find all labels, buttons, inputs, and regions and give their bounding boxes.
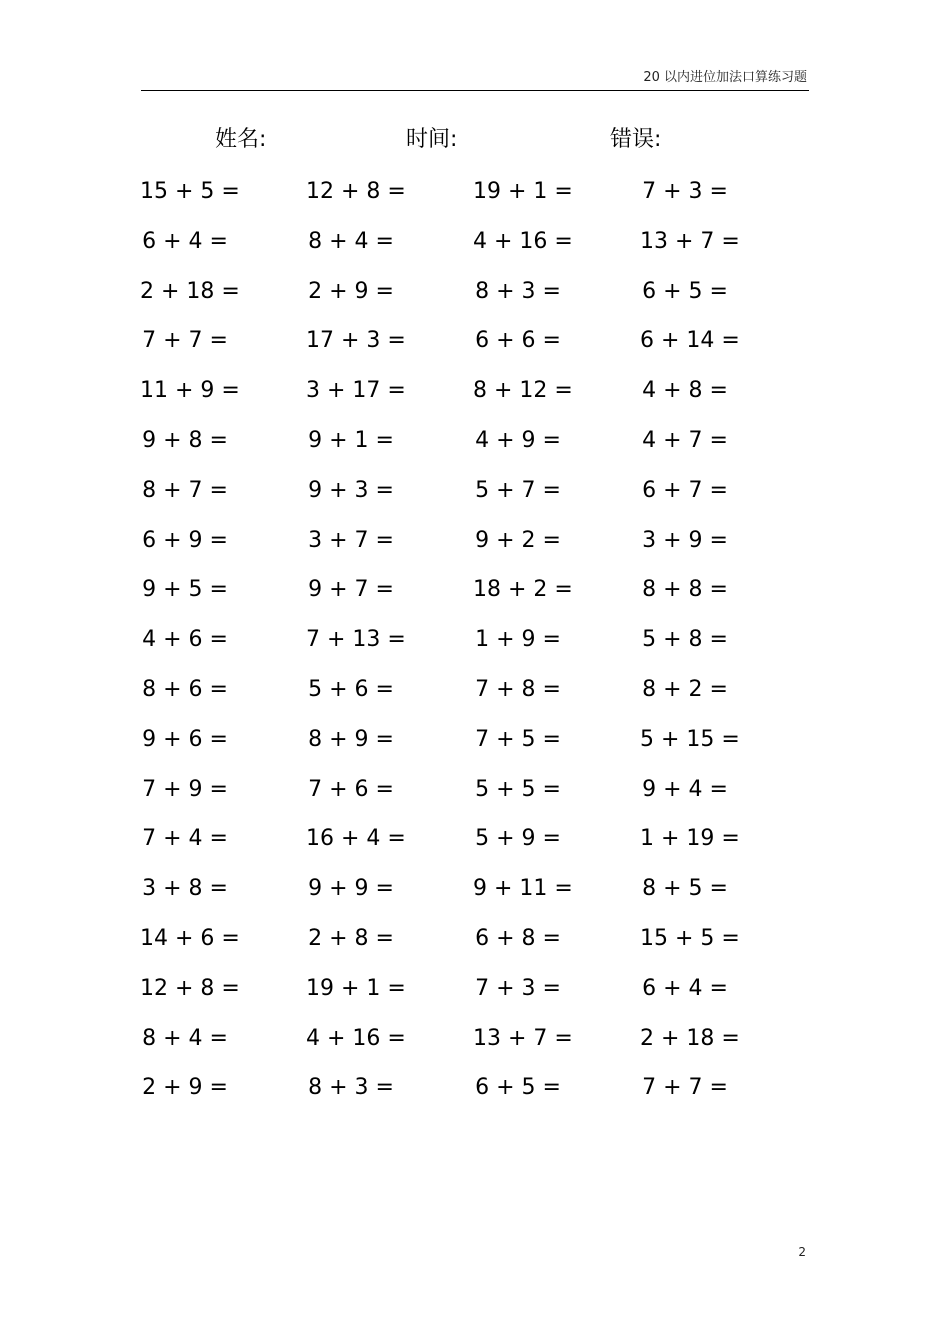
problem-item: 2 + 9 = [142,1075,228,1101]
problem-item: 7 + 4 = [142,826,228,852]
problem-item: 3 + 8 = [142,876,228,902]
problem-item: 8 + 9 = [308,726,394,752]
problem-item: 5 + 5 = [475,776,561,802]
problem-item: 15 + 5 = [140,179,240,204]
problem-item: 8 + 7 = [142,477,228,503]
problem-item: 7 + 7 = [642,1075,728,1101]
problem-item: 7 + 3 = [642,179,728,204]
problem-item: 7 + 3 = [475,975,561,1001]
header-title: 20 以内进位加法口算练习题 [643,70,807,85]
student-info-fields [0,122,950,162]
problem-item: 9 + 2 = [475,527,561,553]
problem-item: 2 + 18 = [140,278,240,304]
problem-item: 5 + 15 = [640,726,740,752]
problem-item: 18 + 2 = [473,577,573,603]
name-field-label: 姓名: [215,127,267,152]
problem-item: 8 + 5 = [642,876,728,902]
problem-item: 5 + 7 = [475,477,561,503]
problem-row [0,570,950,620]
problem-row [0,969,950,1019]
problem-item: 6 + 4 = [642,975,728,1001]
problem-grid [0,172,950,1118]
problem-item: 7 + 13 = [306,627,406,653]
problem-item: 4 + 16 = [306,1025,406,1051]
problem-item: 9 + 11 = [473,876,573,902]
problem-item: 16 + 4 = [306,826,406,852]
problem-item: 3 + 9 = [642,527,728,553]
problem-item: 9 + 6 = [142,726,228,752]
problem-item: 13 + 7 = [473,1025,573,1051]
problem-row [0,222,950,272]
problem-item: 6 + 4 = [142,228,228,254]
problem-item: 2 + 18 = [640,1025,740,1051]
problem-item: 9 + 5 = [142,577,228,603]
problem-row [0,471,950,521]
problem-item: 9 + 1 = [308,427,394,453]
problem-item: 9 + 9 = [308,876,394,902]
problem-item: 9 + 7 = [308,577,394,603]
problem-item: 19 + 1 = [306,975,406,1001]
problem-item: 4 + 9 = [475,427,561,453]
problem-row [0,670,950,720]
problem-item: 8 + 4 = [142,1025,228,1051]
problem-item: 8 + 8 = [642,577,728,603]
problem-item: 6 + 6 = [475,328,561,354]
problem-item: 3 + 7 = [308,527,394,553]
problem-item: 19 + 1 = [473,179,573,204]
problem-item: 12 + 8 = [306,179,406,204]
problem-row [0,819,950,869]
page-header [141,62,809,91]
problem-item: 8 + 6 = [142,676,228,702]
problem-row [0,869,950,919]
problem-item: 13 + 7 = [640,228,740,254]
problem-item: 8 + 3 = [308,1075,394,1101]
problem-item: 2 + 8 = [308,925,394,951]
problem-item: 17 + 3 = [306,328,406,354]
problem-item: 8 + 12 = [473,378,573,404]
problem-item: 5 + 8 = [642,627,728,653]
problem-item: 1 + 9 = [475,627,561,653]
problem-item: 8 + 4 = [308,228,394,254]
problem-item: 6 + 14 = [640,328,740,354]
problem-item: 11 + 9 = [140,378,240,404]
problem-row [0,421,950,471]
problem-item: 14 + 6 = [140,925,240,951]
problem-item: 7 + 7 = [142,328,228,354]
problem-item: 7 + 5 = [475,726,561,752]
problem-item: 9 + 4 = [642,776,728,802]
problem-item: 7 + 9 = [142,776,228,802]
time-field-label: 时间: [406,127,458,152]
problem-row [0,1019,950,1069]
problem-row [0,521,950,571]
problem-item: 4 + 6 = [142,627,228,653]
problem-row [0,770,950,820]
problem-item: 4 + 16 = [473,228,573,254]
problem-item: 15 + 5 = [640,925,740,951]
problem-row [0,720,950,770]
problem-row [0,919,950,969]
problem-item: 1 + 19 = [640,826,740,852]
problem-row [0,272,950,322]
problem-item: 4 + 8 = [642,378,728,404]
problem-item: 2 + 9 = [308,278,394,304]
problem-item: 8 + 3 = [475,278,561,304]
problem-item: 6 + 5 = [642,278,728,304]
problem-row [0,172,950,222]
problem-item: 3 + 17 = [306,378,406,404]
problem-item: 5 + 6 = [308,676,394,702]
errors-field-label: 错误: [610,127,662,152]
problem-item: 9 + 3 = [308,477,394,503]
problem-item: 8 + 2 = [642,676,728,702]
page-number: 2 [798,1245,806,1259]
problem-item: 7 + 6 = [308,776,394,802]
problem-item: 12 + 8 = [140,975,240,1001]
problem-row [0,321,950,371]
problem-row [0,620,950,670]
problem-item: 5 + 9 = [475,826,561,852]
problem-item: 6 + 9 = [142,527,228,553]
problem-item: 7 + 8 = [475,676,561,702]
problem-item: 6 + 7 = [642,477,728,503]
problem-item: 6 + 8 = [475,925,561,951]
problem-item: 4 + 7 = [642,427,728,453]
problem-row [0,371,950,421]
problem-row [0,1068,950,1118]
problem-item: 9 + 8 = [142,427,228,453]
problem-item: 6 + 5 = [475,1075,561,1101]
